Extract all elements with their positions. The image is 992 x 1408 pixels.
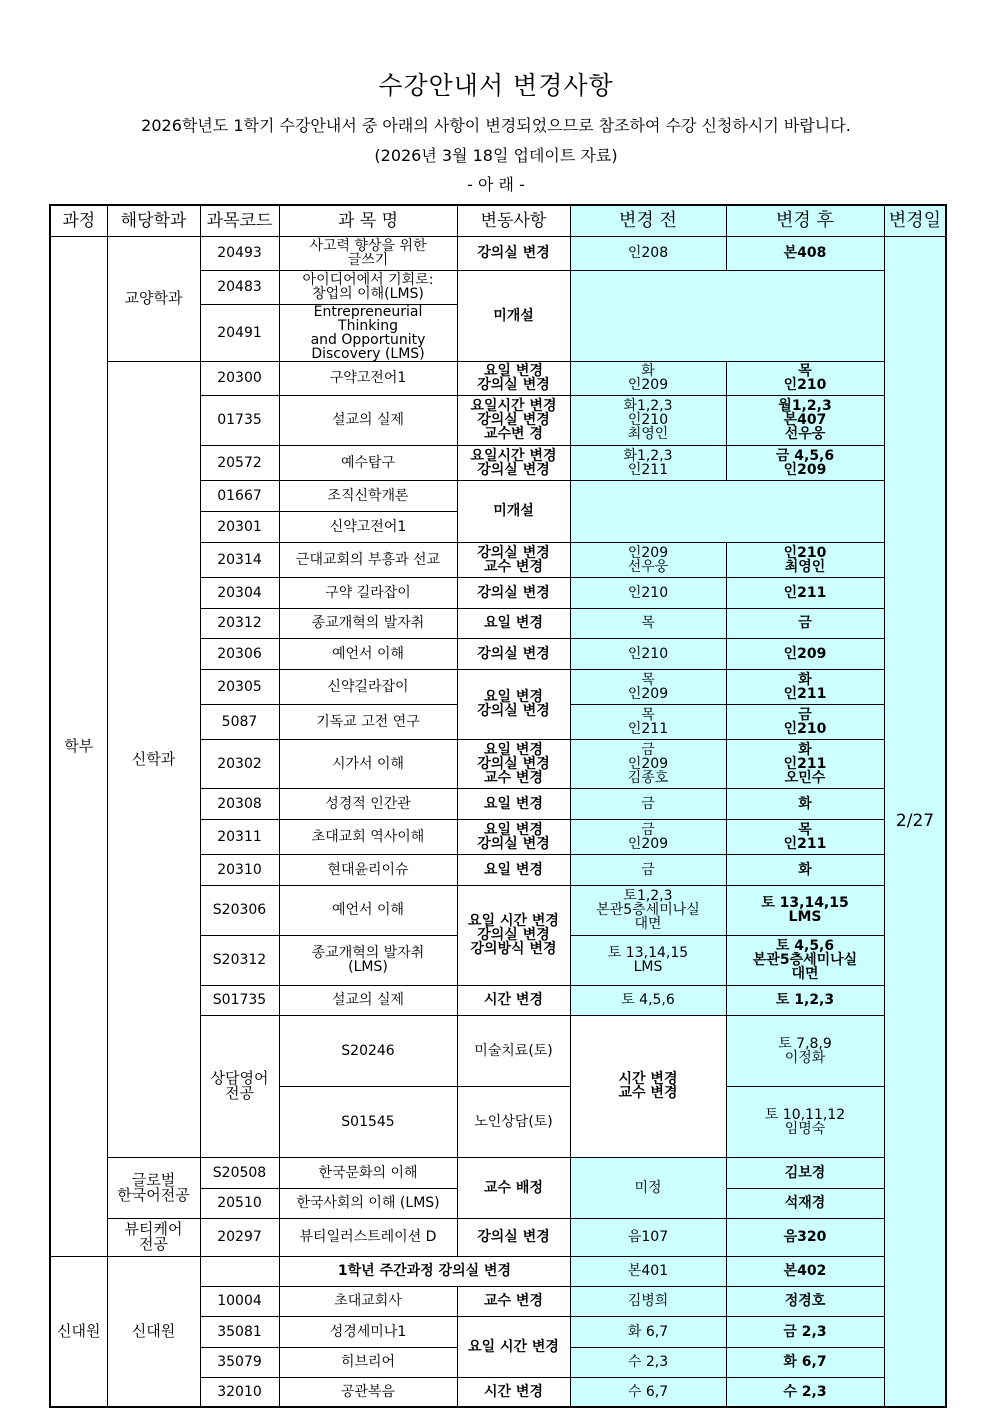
change-cell: 요일시간 변경 강의실 변경 교수변 경 (457, 395, 570, 445)
header-code: 과목코드 (200, 205, 279, 236)
header-change: 변동사항 (457, 205, 570, 236)
subject-cell: 1학년 주간과정 강의실 변경 (279, 1256, 570, 1286)
subject-cell: 구약 길라잡이 (279, 577, 457, 608)
code-cell: 20483 (200, 270, 279, 304)
after-cell: 인209 (726, 638, 884, 669)
before-cell: 금 인209 (570, 819, 726, 854)
code-cell: 5087 (200, 704, 279, 739)
change-cell: 교수 배정 (457, 1157, 570, 1218)
blank-cell (570, 480, 884, 542)
change-cell: 교수 변경 (457, 1286, 570, 1316)
subject-cell: 뷰티일러스트레이션 D (279, 1218, 457, 1256)
dept-theology: 신학과 (107, 361, 200, 1157)
before-cell: 금 인209 김종호 (570, 739, 726, 788)
before-cell: 목 인209 (570, 669, 726, 704)
header-after: 변경 후 (726, 205, 884, 236)
subject-cell: 사고력 향상을 위한 글쓰기 (279, 236, 457, 270)
change-cell: 강의실 변경 (457, 1218, 570, 1256)
dept-counseling: 상담영어 전공 (200, 1015, 279, 1157)
change-cell: 강의실 변경 (457, 577, 570, 608)
before-cell: 토 7,8,9 이정화 (726, 1015, 884, 1086)
subject-cell: 설교의 실제 (279, 395, 457, 445)
code-cell: 35081 (200, 1316, 279, 1347)
subject-cell: 히브리어 (279, 1347, 457, 1377)
subtitle: 2026학년도 1학기 수강안내서 중 아래의 사항이 변경되었으므로 참조하여 수강 신청하시기 바랍니다. (141, 116, 851, 135)
subject-cell: 시가서 이해 (279, 739, 457, 788)
header-subject: 과 목 명 (279, 205, 457, 236)
change-cell: 요일 변경 강의실 변경 (457, 819, 570, 854)
after-cell: 금 (726, 608, 884, 638)
subject-cell: 예수탐구 (279, 445, 457, 480)
code-cell: 01667 (200, 480, 279, 511)
code-cell: S20306 (200, 885, 279, 935)
dept-beauty: 뷰티케어 전공 (107, 1218, 200, 1256)
after-cell: 금 인210 (726, 704, 884, 739)
code-cell: 32010 (200, 1377, 279, 1407)
before-cell: 인209 선우웅 (570, 542, 726, 577)
code-cell: 20297 (200, 1218, 279, 1256)
before-cell: 목 인211 (570, 704, 726, 739)
code-cell: S20508 (200, 1157, 279, 1188)
change-cell: 미개설 (457, 480, 570, 542)
after-cell: 목 인210 (726, 361, 884, 395)
change-cell: 시간 변경 교수 변경 (570, 1015, 726, 1157)
before-cell: 인210 (570, 577, 726, 608)
code-cell: 20305 (200, 669, 279, 704)
change-cell: 요일 시간 변경 (457, 1316, 570, 1377)
change-date: 2/27 (884, 236, 946, 1407)
change-cell: 강의실 변경 (457, 236, 570, 270)
after-cell: 토 4,5,6 본관5층세미나실 대면 (726, 935, 884, 985)
subject-cell: 성경적 인간관 (279, 788, 457, 819)
change-cell: 요일 변경 (457, 854, 570, 885)
after-cell: 석재경 (726, 1188, 884, 1218)
change-cell: 시간 변경 (457, 1377, 570, 1407)
code-cell (200, 1256, 279, 1286)
change-cell: 요일 시간 변경 강의실 변경 강의방식 변경 (457, 885, 570, 985)
subject-cell: 성경세미나1 (279, 1316, 457, 1347)
table-row (50, 1256, 946, 1286)
change-cell: 요일 변경 (457, 788, 570, 819)
subject-cell: 기독교 고전 연구 (279, 704, 457, 739)
code-cell: 20312 (200, 608, 279, 638)
code-cell: 35079 (200, 1347, 279, 1377)
separator: - 아 래 - (467, 175, 525, 194)
code-cell: S01545 (279, 1086, 457, 1157)
change-cell: 강의실 변경 교수 변경 (457, 542, 570, 577)
before-cell: 수 6,7 (570, 1377, 726, 1407)
after-cell: 화 6,7 (726, 1347, 884, 1377)
page-title: 수강안내서 변경사항 (378, 71, 614, 100)
code-cell: 20314 (200, 542, 279, 577)
change-cell: 강의실 변경 (457, 638, 570, 669)
after-cell: 화 인211 (726, 669, 884, 704)
code-cell: 20308 (200, 788, 279, 819)
subject-cell: 예언서 이해 (279, 885, 457, 935)
before-cell: 금 (570, 788, 726, 819)
before-cell: 금 (570, 854, 726, 885)
after-cell: 토 1,2,3 (726, 985, 884, 1015)
after-cell: 화 (726, 788, 884, 819)
subject-cell: 초대교회사 (279, 1286, 457, 1316)
group-undergrad: 학부 (50, 236, 107, 1256)
after-cell: 금 2,3 (726, 1316, 884, 1347)
header-before: 변경 전 (570, 205, 726, 236)
before-cell: 토 10,11,12 임명숙 (726, 1086, 884, 1157)
before-cell: 본401 (570, 1256, 726, 1286)
code-cell: 20311 (200, 819, 279, 854)
before-cell: 토1,2,3 본관5층세미나실 대면 (570, 885, 726, 935)
after-cell: 음320 (726, 1218, 884, 1256)
before-cell: 토 4,5,6 (570, 985, 726, 1015)
subject-cell: 한국사회의 이해 (LMS) (279, 1188, 457, 1218)
after-cell: 토 13,14,15 LMS (726, 885, 884, 935)
header-department: 해당학과 (107, 205, 200, 236)
after-cell: 김보경 (726, 1157, 884, 1188)
after-cell: 인210 최영인 (726, 542, 884, 577)
before-cell: 목 (570, 608, 726, 638)
after-cell: 본408 (726, 236, 884, 270)
dept-grad: 신대원 (107, 1256, 200, 1407)
code-cell: 20302 (200, 739, 279, 788)
header-date: 변경일 (884, 205, 946, 236)
before-cell: 미정 (570, 1157, 726, 1218)
subject-cell: 근대교회의 부흥과 선교 (279, 542, 457, 577)
code-cell: S20312 (200, 935, 279, 985)
before-cell: 화1,2,3 인211 (570, 445, 726, 480)
subject-cell: 설교의 실제 (279, 985, 457, 1015)
change-cell: 요일 변경 강의실 변경 (457, 669, 570, 739)
subject-cell: 종교개혁의 발자취 (279, 608, 457, 638)
before-cell: 김병희 (570, 1286, 726, 1316)
code-cell: 20310 (200, 854, 279, 885)
changes-table (49, 204, 947, 1408)
table-row (50, 236, 946, 270)
after-cell: 월1,2,3 본407 선우웅 (726, 395, 884, 445)
change-cell: 요일 변경 강의실 변경 (457, 361, 570, 395)
subject-cell: 노인상담(토) (457, 1086, 570, 1157)
subject-cell: 신약고전어1 (279, 511, 457, 542)
after-cell: 정경호 (726, 1286, 884, 1316)
subject-cell: 예언서 이해 (279, 638, 457, 669)
before-cell: 인210 (570, 638, 726, 669)
before-cell: 화 인209 (570, 361, 726, 395)
update-note: (2026년 3월 18일 업데이트 자료) (374, 146, 618, 165)
subject-cell: 공관복음 (279, 1377, 457, 1407)
blank-cell (570, 270, 884, 361)
dept-korean: 글로벌 한국어전공 (107, 1157, 200, 1218)
after-cell: 수 2,3 (726, 1377, 884, 1407)
subject-cell: 현대윤리이슈 (279, 854, 457, 885)
after-cell: 화 (726, 854, 884, 885)
after-cell: 인211 (726, 577, 884, 608)
dept-liberal: 교양학과 (107, 236, 200, 361)
code-cell: 20491 (200, 304, 279, 361)
table-row (50, 361, 946, 395)
before-cell: 인208 (570, 236, 726, 270)
code-cell: 20300 (200, 361, 279, 395)
code-cell: S20246 (279, 1015, 457, 1086)
code-cell: 20304 (200, 577, 279, 608)
code-cell: 20510 (200, 1188, 279, 1218)
subject-cell: 아이디어에서 기회로: 창업의 이해(LMS) (279, 270, 457, 304)
after-cell: 본402 (726, 1256, 884, 1286)
change-cell: 요일시간 변경 강의실 변경 (457, 445, 570, 480)
subject-cell: Entrepreneurial Thinking and Opportunity Discovery (LMS) (279, 304, 457, 361)
after-cell: 금 4,5,6 인209 (726, 445, 884, 480)
before-cell: 화1,2,3 인210 최영인 (570, 395, 726, 445)
subject-cell: 신약길라잡이 (279, 669, 457, 704)
change-cell: 요일 변경 (457, 608, 570, 638)
change-cell: 미개설 (457, 270, 570, 361)
change-cell: 요일 변경 강의실 변경 교수 변경 (457, 739, 570, 788)
subject-cell: 초대교회 역사이해 (279, 819, 457, 854)
subject-cell: 조직신학개론 (279, 480, 457, 511)
code-cell: S01735 (200, 985, 279, 1015)
subject-cell: 미술치료(토) (457, 1015, 570, 1086)
before-cell: 토 13,14,15 LMS (570, 935, 726, 985)
after-cell: 목 인211 (726, 819, 884, 854)
header-course-type: 과정 (50, 205, 107, 236)
after-cell: 화 인211 오민수 (726, 739, 884, 788)
subject-cell: 구약고전어1 (279, 361, 457, 395)
code-cell: 10004 (200, 1286, 279, 1316)
code-cell: 20306 (200, 638, 279, 669)
before-cell: 수 2,3 (570, 1347, 726, 1377)
subject-cell: 종교개혁의 발자취 (LMS) (279, 935, 457, 985)
before-cell: 화 6,7 (570, 1316, 726, 1347)
subject-cell: 한국문화의 이해 (279, 1157, 457, 1188)
code-cell: 20572 (200, 445, 279, 480)
before-cell: 음107 (570, 1218, 726, 1256)
header-row (50, 205, 946, 236)
change-cell: 시간 변경 (457, 985, 570, 1015)
code-cell: 20493 (200, 236, 279, 270)
group-grad: 신대원 (50, 1256, 107, 1407)
table-row (50, 1157, 946, 1188)
table-row (50, 1218, 946, 1256)
code-cell: 01735 (200, 395, 279, 445)
code-cell: 20301 (200, 511, 279, 542)
